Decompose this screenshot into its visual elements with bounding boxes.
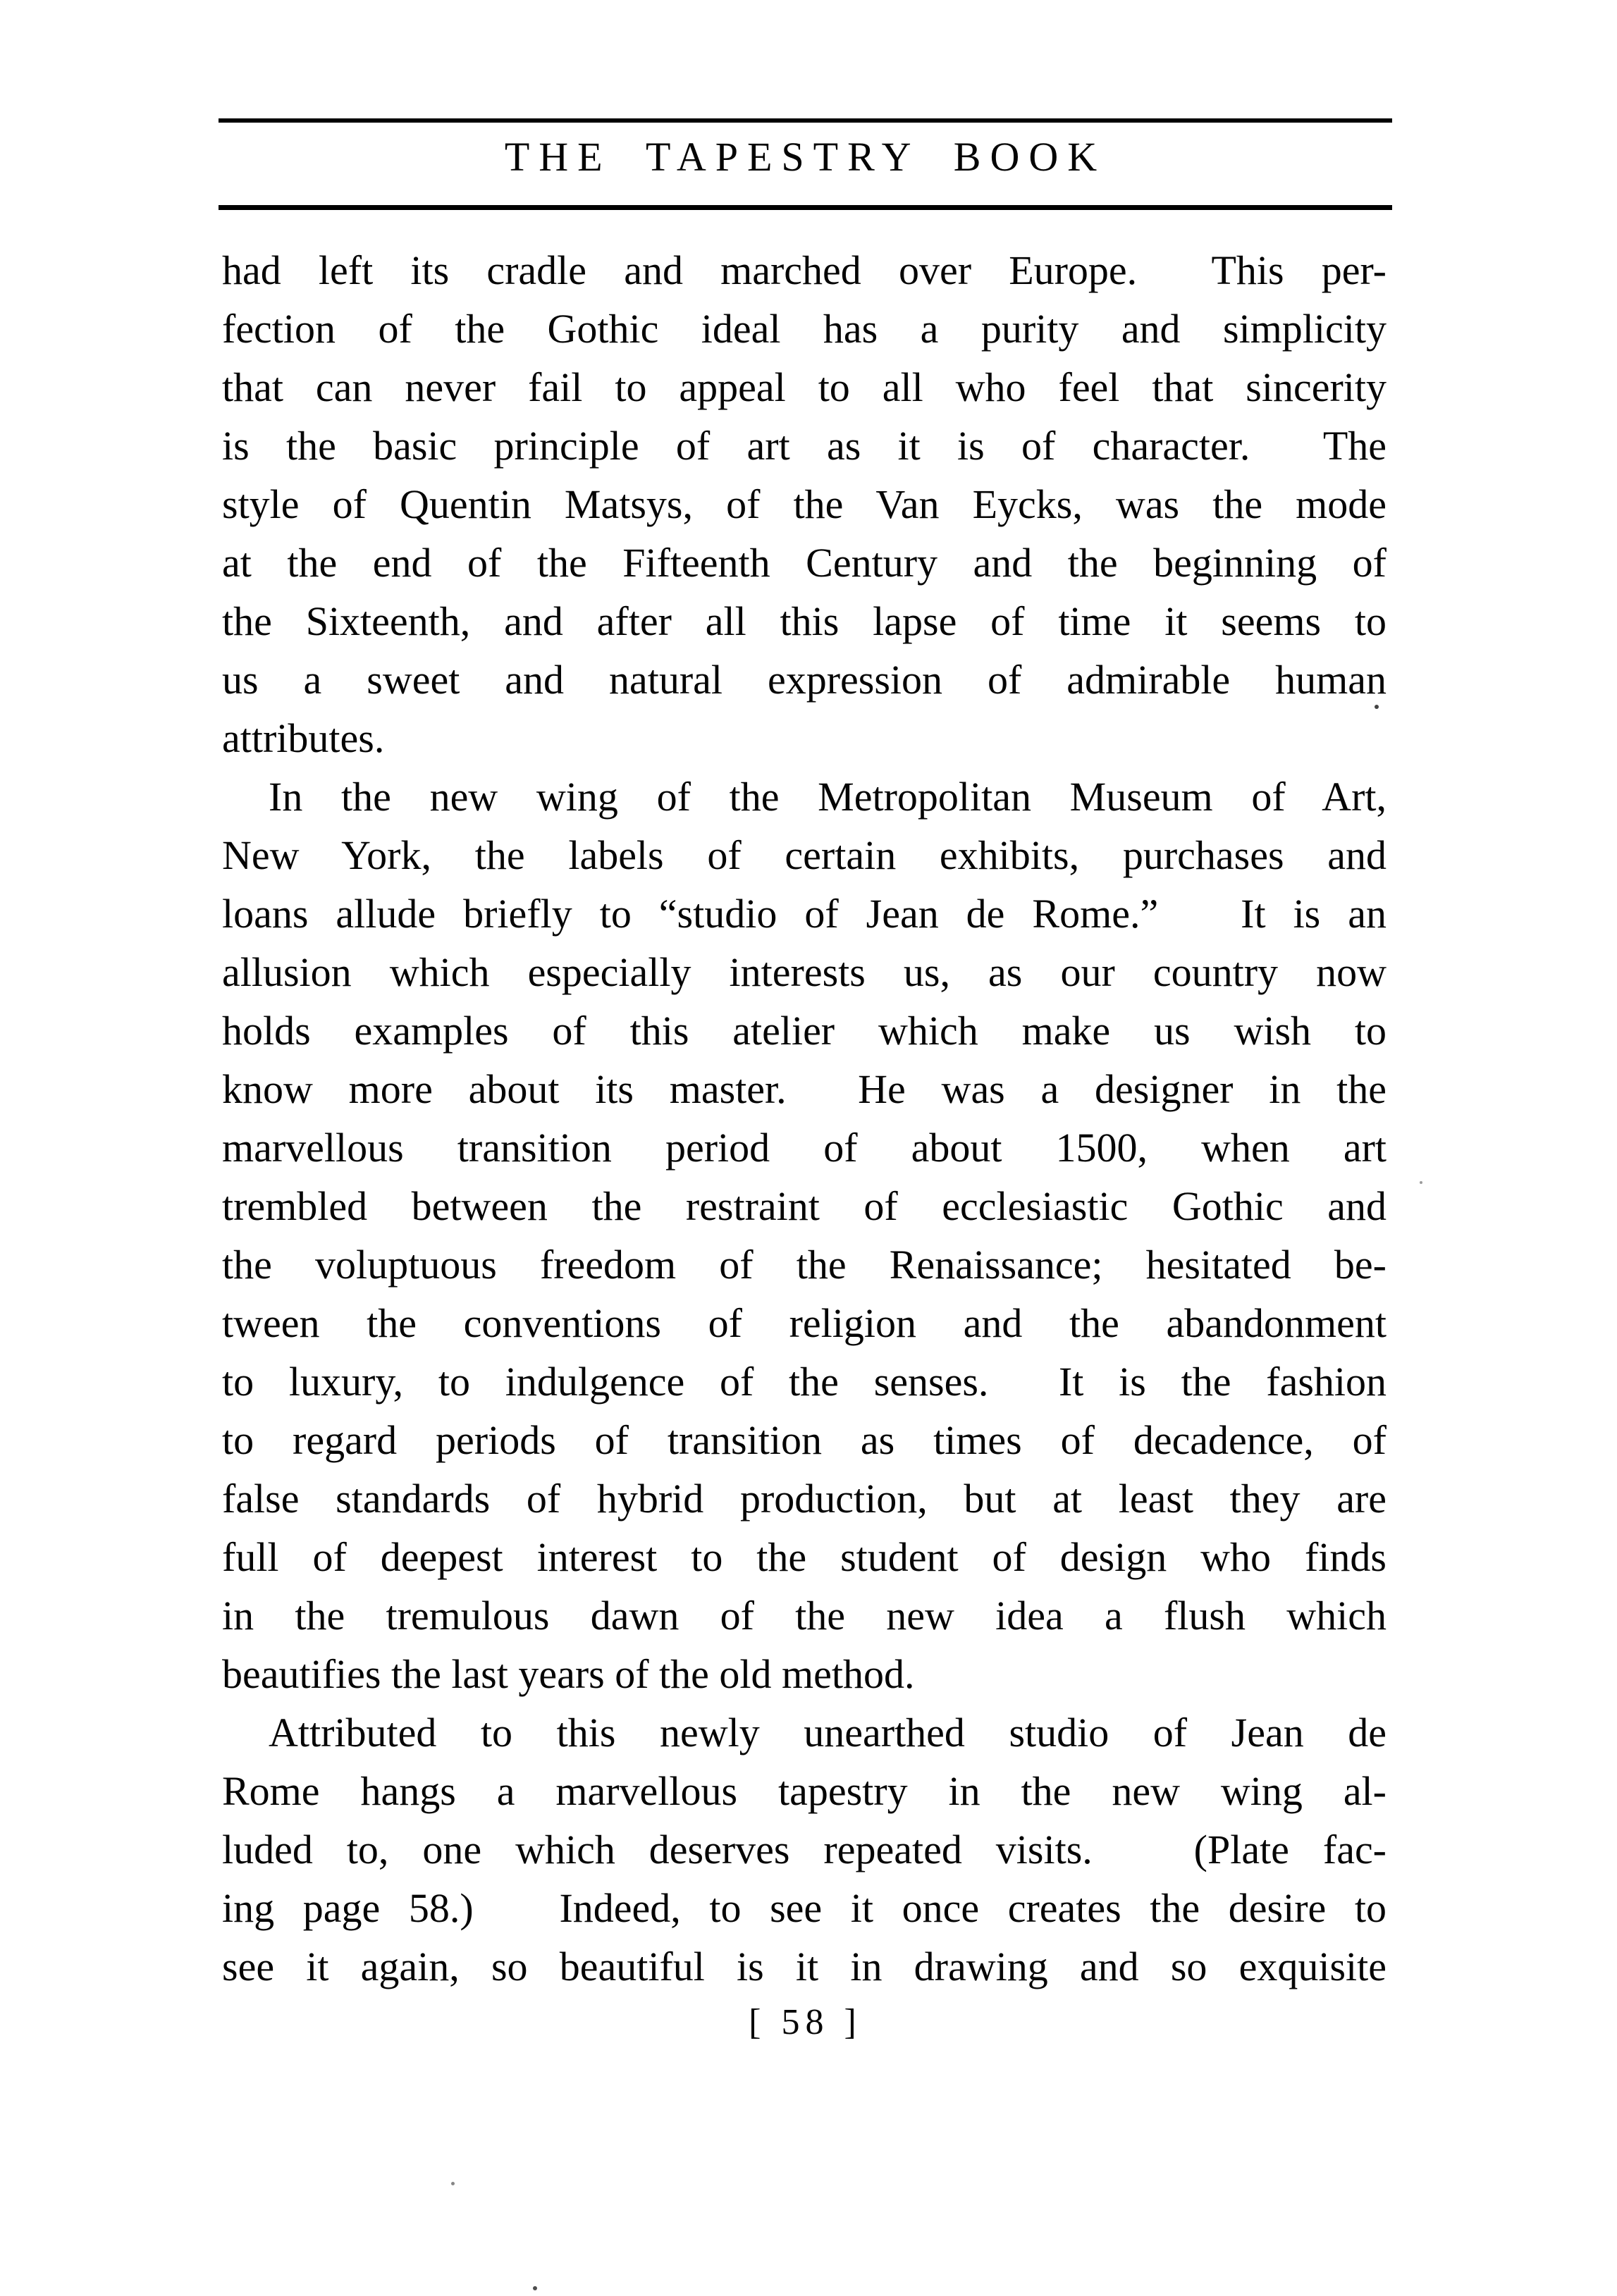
header-rule-top	[219, 118, 1392, 123]
text-line: false standards of hybrid production, but at least they are	[222, 1476, 1387, 1522]
text-line: tween the conventions of religion and the abandonment	[222, 1300, 1387, 1346]
text-line: Rome hangs a marvellous tapestry in the new wing al-	[222, 1768, 1387, 1814]
text-line: to luxury, to indulgence of the senses. It is the fashion	[222, 1359, 1387, 1405]
text-line: loans allude briefly to “studio of Jean de Rome.” It is an	[222, 891, 1387, 937]
text-line: in the tremulous dawn of the new idea a flush which	[222, 1593, 1387, 1638]
paragraph	[222, 1703, 1387, 1996]
text-line: us a sweet and natural expression of admirable human	[222, 657, 1387, 703]
running-title: THE TAPESTRY BOOK	[504, 134, 1107, 180]
paragraph	[222, 767, 1387, 1703]
text-line: style of Quentin Matsys, of the Van Eycks, was the mode	[222, 481, 1387, 527]
text-line: the Sixteenth, and after all this lapse of time it seems to	[222, 598, 1387, 644]
scan-speck	[451, 2182, 455, 2185]
text-line: full of deepest interest to the student of design who finds	[222, 1534, 1387, 1580]
text-line: holds examples of this atelier which make us wish to	[222, 1008, 1387, 1054]
text-line: is the basic principle of art as it is of character. The	[222, 423, 1387, 469]
text-line: know more about its master. He was a designer in the	[222, 1066, 1387, 1112]
scan-speck	[533, 2286, 537, 2290]
text-line: the voluptuous freedom of the Renaissance; hesitated be-	[222, 1242, 1387, 1288]
text-line: New York, the labels of certain exhibits, purchases and	[222, 832, 1387, 878]
text-line: fection of the Gothic ideal has a purity and simplicity	[222, 306, 1387, 352]
header-rule-bottom	[219, 205, 1392, 210]
scan-speck	[1420, 1181, 1422, 1184]
text-line: attributes.	[222, 715, 385, 761]
text-line: luded to, one which deserves repeated visits. (Plate fac-	[222, 1827, 1387, 1872]
text-line: Attributed to this newly unearthed studio of Jean de	[269, 1710, 1387, 1755]
paragraph	[222, 241, 1387, 767]
text-line: ing page 58.) Indeed, to see it once creates the desire to	[222, 1885, 1387, 1931]
text-line: to regard periods of transition as times of decadence, of	[222, 1417, 1387, 1463]
text-line: at the end of the Fifteenth Century and the beginning of	[222, 540, 1387, 586]
text-line: beautifies the last years of the old method.	[222, 1651, 915, 1697]
body-text	[222, 241, 1387, 1996]
text-line: marvellous transition period of about 1500, when art	[222, 1125, 1387, 1171]
text-line: had left its cradle and marched over Europe. This per-	[222, 247, 1387, 293]
text-line: trembled between the restraint of ecclesiastic Gothic and	[222, 1183, 1387, 1229]
scan-speck	[1375, 705, 1379, 709]
text-line: see it again, so beautiful is it in drawing and so exquisite	[222, 1944, 1387, 1989]
text-line: allusion which especially interests us, as our country now	[222, 949, 1387, 995]
text-line: that can never fail to appeal to all who feel that sincerity	[222, 364, 1387, 410]
page-number: [ 58 ]	[749, 2002, 862, 2042]
text-line: In the new wing of the Metropolitan Museum of Art,	[269, 774, 1387, 820]
